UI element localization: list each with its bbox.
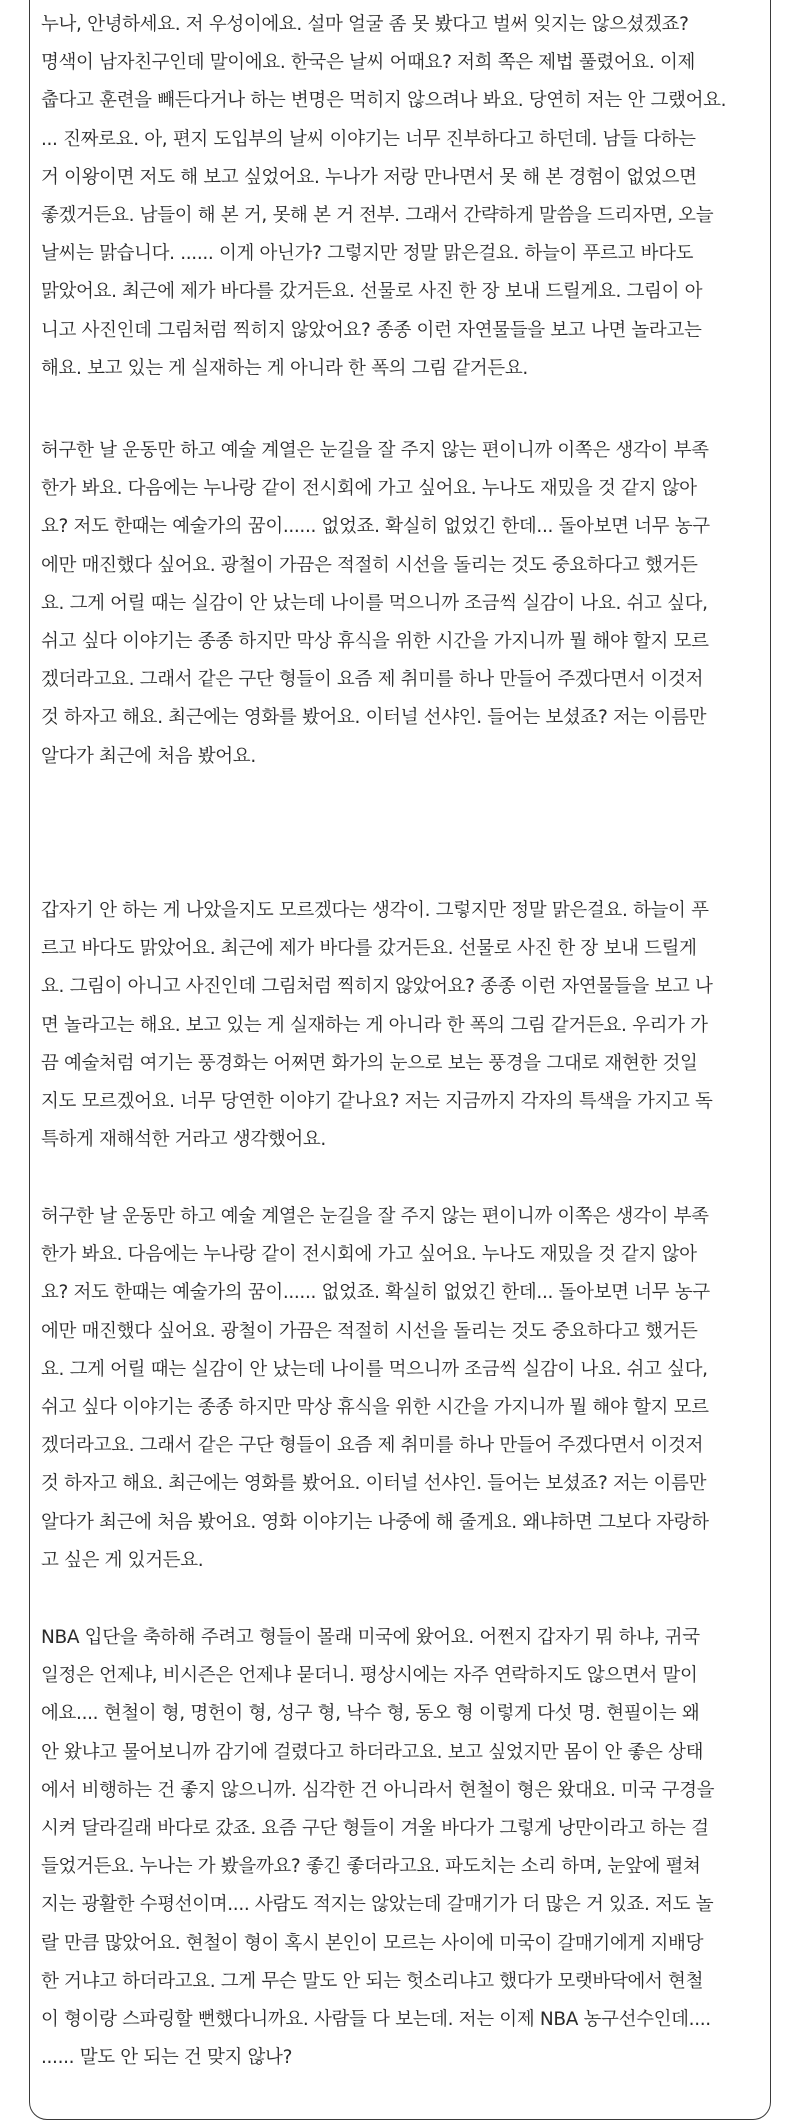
letter-paragraph-5: NBA 입단을 축하해 주려고 형들이 몰래 미국에 왔어요. 어쩐지 갑자기 뭐 하냐, 귀국 일정은 언제냐, 비시즌은 언제냐 묻더니. 평상시에는 자주 연락하지도 않으면서 말이 에요.... 현철이 형, 명헌이 형, 성구 형, 낙수 형, 동오 형 이렇게 다섯 명. 현필이는 왜 안 왔냐고 물어보니까 감기에 걸렸다고 하더라고요. 보고 싶었지만 몸이 안 좋은 상태 에서 비행하는 건 좋지 않으니까. 심각한 건 아니라서 현철이 형은 왔대요. 미국 구경을 시켜 달라길래 바다로 갔죠. 요즘 구단 형들이 겨울 바다가 그렇게 낭만이라고 하는 걸 들었거든요. 누나는 가 봤을까요? 좋긴 좋더라고요. 파도치는 소리 하며, 눈앞에 펼쳐 지는 광활한 수평선이며.... 사람도 적지는 않았는데 갈매기가 더 많은 거 있죠. 저도 놀 랄 만큼 많았어요. 현철이 형이 혹시 본인이 모르는 사이에 미국이 갈매기에게 지배당 한 거냐고 하더라고요. 그게 무슨 말도 안 되는 헛소리냐고 했다가 모랫바닥에서 현철 이 형이랑 스파링할 뻔했다니까요. 사람들 다 보는데. 저는 이제 NBA 농구선수인데.... ...... 말도 안 되는 건 맞지 않나? (41, 1627, 715, 2069)
letter-paragraph-2: 허구한 날 운동만 하고 예술 계열은 눈길을 잘 주지 않는 편이니까 이쪽은 생각이 부족 한가 봐요. 다음에는 누나랑 같이 전시회에 가고 싶어요. 누나도 재밌을 것 같지 않아 요? 저도 한때는 예술가의 꿈이...... 없었죠. 확실히 없었긴 한데... 돌아보면 너무 농구 에만 매진했다 싶어요. 광철이 가끔은 적절히 시선을 돌리는 것도 중요하다고 했거든 요. 그게 어릴 때는 실감이 안 났는데 나이를 먹으니까 조금씩 실감이 나요. 쉬고 싶다, 쉬고 싶다 이야기는 종종 하지만 막상 휴식을 위한 시간을 가지니까 뭘 해야 할지 모르 겠더라고요. 그래서 같은 구단 형들이 요즘 제 취미를 하나 만들어 주겠다면서 이것저 것 하자고 해요. 최근에는 영화를 봤어요. 이터널 선샤인. 들어는 보셨죠? 저는 이름만 알다가 최근에 처음 봤어요. (41, 440, 710, 767)
letter-paragraph-1: 누나, 안녕하세요. 저 우성이에요. 설마 얼굴 좀 못 봤다고 벌써 잊지는 않으셨겠죠? 명색이 남자친구인데 말이에요. 한국은 날씨 어때요? 저희 쪽은 제법 풀렸어요. 이제 춥다고 훈련을 빼든다거나 하는 변명은 먹히지 않으려나 봐요. 당연히 저는 안 그랬어요. ... 진짜로요. 아, 편지 도입부의 날씨 이야기는 너무 진부하다고 하던데. 남들 다하는 거 이왕이면 저도 해 보고 싶었어요. 누나가 저랑 만나면서 못 해 본 경험이 없었으면 좋겠거든요. 남들이 해 본 거, 못해 본 거 전부. 그래서 간략하게 말씀을 드리자면, 오늘 날씨는 맑습니다. ...... 이게 아닌가? 그렇지만 정말 맑은걸요. 하늘이 푸르고 바다도 맑았어요. 최근에 제가 바다를 갔거든요. 선물로 사진 한 장 보내 드릴게요. 그림이 아 니고 사진인데 그림처럼 찍히지 않았어요? 종종 이런 자연물들을 보고 나면 놀라고는 해요. 보고 있는 게 실재하는 게 아니라 한 폭의 그림 같거든요. (41, 14, 727, 379)
letter-paragraph-4: 허구한 날 운동만 하고 예술 계열은 눈길을 잘 주지 않는 편이니까 이쪽은 생각이 부족 한가 봐요. 다음에는 누나랑 같이 전시회에 가고 싶어요. 누나도 재밌을 것 같지 않아 요? 저도 한때는 예술가의 꿈이...... 없었죠. 확실히 없었긴 한데... 돌아보면 너무 농구 에만 매진했다 싶어요. 광철이 가끔은 적절히 시선을 돌리는 것도 중요하다고 했거든 요. 그게 어릴 때는 실감이 안 났는데 나이를 먹으니까 조금씩 실감이 나요. 쉬고 싶다, 쉬고 싶다 이야기는 종종 하지만 막상 휴식을 위한 시간을 가지니까 뭘 해야 할지 모르 겠더라고요. 그래서 같은 구단 형들이 요즘 제 취미를 하나 만들어 주겠다면서 이것저 것 하자고 해요. 최근에는 영화를 봤어요. 이터널 선샤인. 들어는 보셨죠? 저는 이름만 알다가 최근에 처음 봤어요. 영화 이야기는 나중에 해 줄게요. 왜냐하면 그보다 자랑하 고 싶은 게 있거든요. (41, 1206, 710, 1571)
letter-paragraph-3: 갑자기 안 하는 게 나았을지도 모르겠다는 생각이. 그렇지만 정말 맑은걸요. 하늘이 푸 르고 바다도 맑았어요. 최근에 제가 바다를 갔거든요. 선물로 사진 한 장 보내 드릴게 요. 그림이 아니고 사진인데 그림처럼 찍히지 않았어요? 종종 이런 자연물들을 보고 나 면 놀라고는 해요. 보고 있는 게 실재하는 게 아니라 한 폭의 그림 같거든요. 우리가 가 끔 예술처럼 여기는 풍경화는 어쩌면 화가의 눈으로 보는 풍경을 그대로 재현한 것일 지도 모르겠어요. 너무 당연한 이야기 같나요? 저는 지금까지 각자의 특색을 가지고 독 특하게 재해석한 거라고 생각했어요. (41, 900, 713, 1151)
